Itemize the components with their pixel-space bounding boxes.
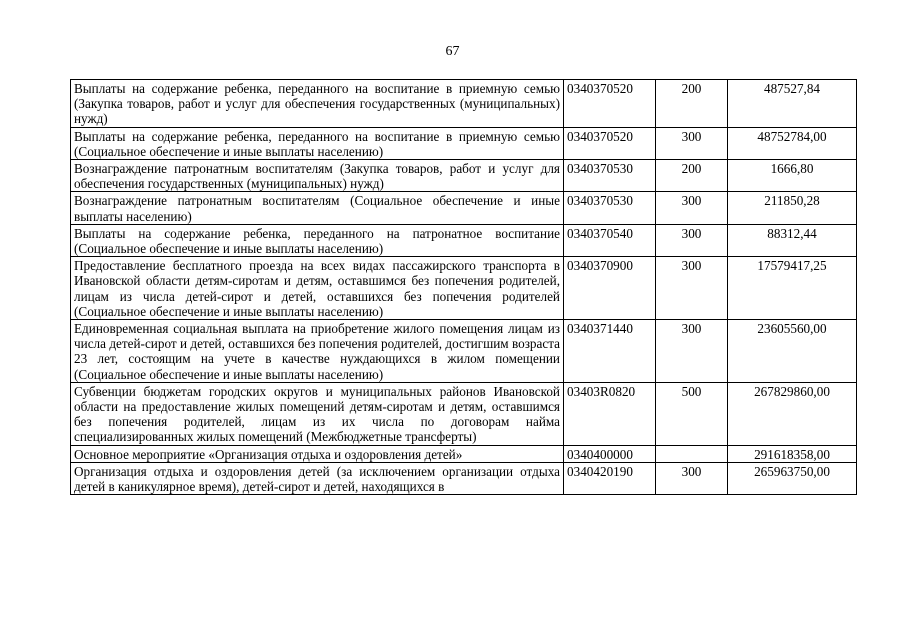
row-amount: 48752784,00 — [728, 127, 857, 159]
row-amount: 1666,80 — [728, 160, 857, 192]
budget-table — [70, 79, 857, 495]
row-code: 0340370540 — [564, 224, 656, 256]
row-amount: 23605560,00 — [728, 320, 857, 383]
row-type: 300 — [656, 224, 728, 256]
table-row — [71, 445, 857, 462]
row-type: 200 — [656, 160, 728, 192]
row-name: Выплаты на содержание ребенка, переданного на воспитание в приемную семью (Социальное обеспечение и иные выплаты населению) — [71, 127, 564, 159]
row-code: 0340371440 — [564, 320, 656, 383]
row-type: 300 — [656, 257, 728, 320]
row-code: 03403R0820 — [564, 382, 656, 445]
row-code: 0340370530 — [564, 192, 656, 224]
row-code: 0340400000 — [564, 445, 656, 462]
row-type: 500 — [656, 382, 728, 445]
row-amount: 267829860,00 — [728, 382, 857, 445]
table-row — [71, 160, 857, 192]
table-row — [71, 192, 857, 224]
row-code: 0340370530 — [564, 160, 656, 192]
table-row — [71, 382, 857, 445]
row-name: Предоставление бесплатного проезда на всех видах пассажирского транспорта в Ивановской области детям-сиротам и детям, оставшимся без попечения родителей, лицам из числа детей-сирот и детей, оставшихся без попечения родителей (Социальное обеспечение и иные выплаты населению) — [71, 257, 564, 320]
row-type: 200 — [656, 80, 728, 128]
row-code: 0340420190 — [564, 462, 656, 494]
table-row — [71, 257, 857, 320]
row-amount: 291618358,00 — [728, 445, 857, 462]
row-name: Вознаграждение патронатным воспитателям (Социальное обеспечение и иные выплаты населению) — [71, 192, 564, 224]
row-type — [656, 445, 728, 462]
row-amount: 487527,84 — [728, 80, 857, 128]
row-amount: 88312,44 — [728, 224, 857, 256]
row-name: Единовременная социальная выплата на приобретение жилого помещения лицам из числа детей-сирот и детей, оставшихся без попечения родителей, достигшим возраста 23 лет, состоящим на учете в качестве нуждающихся в жилом помещении (Социальное обеспечение и иные выплаты населению) — [71, 320, 564, 383]
table-row — [71, 80, 857, 128]
row-name: Выплаты на содержание ребенка, переданного на патронатное воспитание (Социальное обеспечение и иные выплаты населению) — [71, 224, 564, 256]
row-code: 0340370900 — [564, 257, 656, 320]
row-amount: 265963750,00 — [728, 462, 857, 494]
row-type: 300 — [656, 462, 728, 494]
row-name: Выплаты на содержание ребенка, переданного на воспитание в приемную семью (Закупка товаров, работ и услуг для обеспечения государственных (муниципальных) нужд) — [71, 80, 564, 128]
table-row — [71, 320, 857, 383]
row-code: 0340370520 — [564, 80, 656, 128]
row-type: 300 — [656, 320, 728, 383]
row-amount: 17579417,25 — [728, 257, 857, 320]
table-row — [71, 127, 857, 159]
row-type: 300 — [656, 127, 728, 159]
row-type: 300 — [656, 192, 728, 224]
row-name: Субвенции бюджетам городских округов и муниципальных районов Ивановской области на предоставление жилых помещений детям-сиротам и детям, оставшимся без попечения родителей, лицам из их числа по договорам найма специализированных жилых помещений (Межбюджетные трансферты) — [71, 382, 564, 445]
table-row — [71, 462, 857, 494]
row-name: Вознаграждение патронатным воспитателям (Закупка товаров, работ и услуг для обеспечения государственных (муниципальных) нужд) — [71, 160, 564, 192]
row-amount: 211850,28 — [728, 192, 857, 224]
row-name: Организация отдыха и оздоровления детей (за исключением организации отдыха детей в каникулярное время), детей-сирот и детей, находящихся в — [71, 462, 564, 494]
row-name: Основное мероприятие «Организация отдыха и оздоровления детей» — [71, 445, 564, 462]
row-code: 0340370520 — [564, 127, 656, 159]
page-number: 67 — [445, 44, 460, 59]
table-row — [71, 224, 857, 256]
